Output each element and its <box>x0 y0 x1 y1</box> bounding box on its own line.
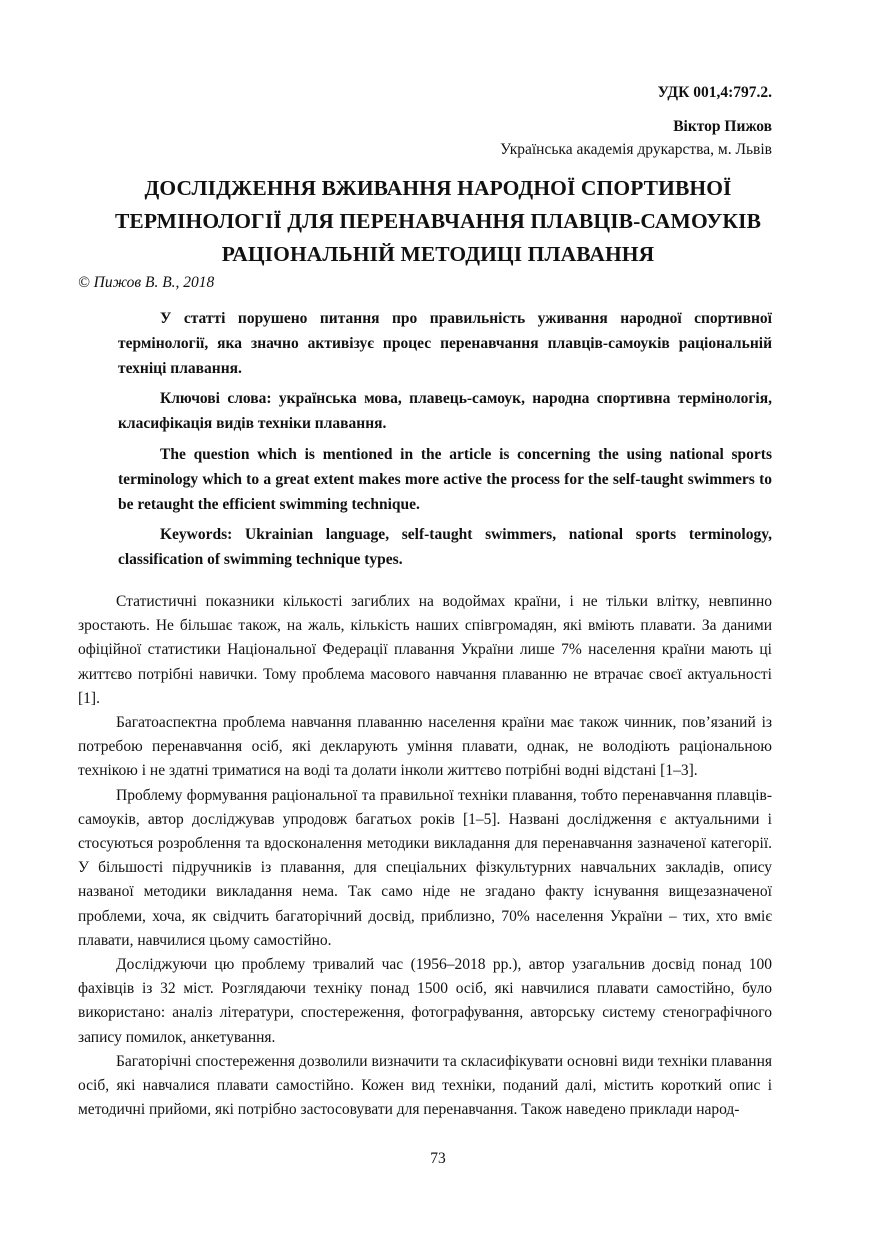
keywords-uk-text: Ключові слова: українська мова, плавець-самоук, народна спортивна термінологія, класифікація видів техніки плавання. <box>118 390 772 432</box>
abstract-en-text: The question which is mentioned in the article is concerning the using national sports terminology which to a great extent makes more active the process for the self-taught swimmers to be retaught the efficient swimming technique. <box>118 446 772 513</box>
udk-code: УДК 001,4:797.2. <box>657 84 772 101</box>
title-line: ТЕРМІНОЛОГІЇ ДЛЯ ПЕРЕНАВЧАННЯ ПЛАВЦІВ-САМОУКІВ <box>114 209 762 233</box>
abstract-uk-text: У статті порушено питання про правильність уживання народної спортивної термінології, яка значно активізує процес перенавчання плавців-самоуків раціональній техніці плавання. <box>118 310 772 377</box>
article-body <box>78 590 772 1122</box>
abstract-uk <box>118 306 772 381</box>
author-name: Віктор Пижов <box>673 118 772 135</box>
article-title <box>104 172 772 271</box>
title-line: ДОСЛІДЖЕННЯ ВЖИВАННЯ НАРОДНОЇ СПОРТИВНОЇ <box>144 176 732 200</box>
abstract-en <box>118 442 772 517</box>
keywords-uk <box>118 386 772 436</box>
author-affiliation: Українська академія друкарства, м. Львів <box>500 141 772 158</box>
body-paragraph: Багатоаспектна проблема навчання плаванню населення країни має також чинник, пов’язаний із потребою перенавчання осіб, які декларують уміння плавати, однак, не володіють раціональною технікою і не здатні триматися на воді та долати інколи життєво потрібні водні відстані [1–3]. <box>78 714 772 780</box>
page-number: 73 <box>430 1150 446 1167</box>
keywords-en <box>118 522 772 572</box>
body-paragraph: Багаторічні спостереження дозволили визначити та скласифікувати основні види техніки плавання осіб, які навчалися плавати самостійно. Кожен вид техніки, поданий далі, містить короткий опис і методичні прийоми, які потрібно застосовувати для перенавчання. Також наведено приклади народ- <box>78 1052 772 1119</box>
keywords-en-text: Keywords: Ukrainian language, self-taught swimmers, national sports terminology, classification of swimming technique types. <box>118 526 772 568</box>
copyright-notice: © Пижов В. В., 2018 <box>78 274 215 291</box>
body-paragraph: Статистичні показники кількості загиблих на водоймах країни, і не тільки влітку, невпинно зростають. Не більшає також, на жаль, кількість наших співгромадян, які вміють плавати. За даними офіційної статистики Національної Федерації плавання України лише 7% населення країни мають ці життєво потрібні навички. Тому проблема масового навчання плаванню не втрачає своєї актуальності [1]. <box>78 593 772 707</box>
title-line: РАЦІОНАЛЬНІЙ МЕТОДИЦІ ПЛАВАННЯ <box>221 242 655 266</box>
body-paragraph: Проблему формування раціональної та правильної техніки плавання, тобто перенавчання плавців-самоуків, автор досліджував упродовж багатьох років [1–5]. Названі дослідження є актуальними і стосуються розроблення та вдосконалення методики викладання для перенавчання зазначеної категорії. У більшості підручників із плавання, для спеціальних фізкультурних навчальних закладів, опису названої методики викладання нема. Так само ніде не згадано факту існування вищезазначеної проблеми, хоча, як свідчить багаторічний досвід, приблизно, 70% населення України – тих, хто вміє плавати, навчилися цьому самостійно. <box>78 786 772 949</box>
body-paragraph: Досліджуючи цю проблему тривалий час (1956–2018 рр.), автор узагальнив досвід понад 100 фахівців із 32 міст. Розглядаючи техніку понад 1500 осіб, які навчилися плавати самостійно, було використано: аналіз літератури, спостереження, фотографування, авторську систему стенографічного запису помилок, анкетування. <box>78 956 772 1046</box>
